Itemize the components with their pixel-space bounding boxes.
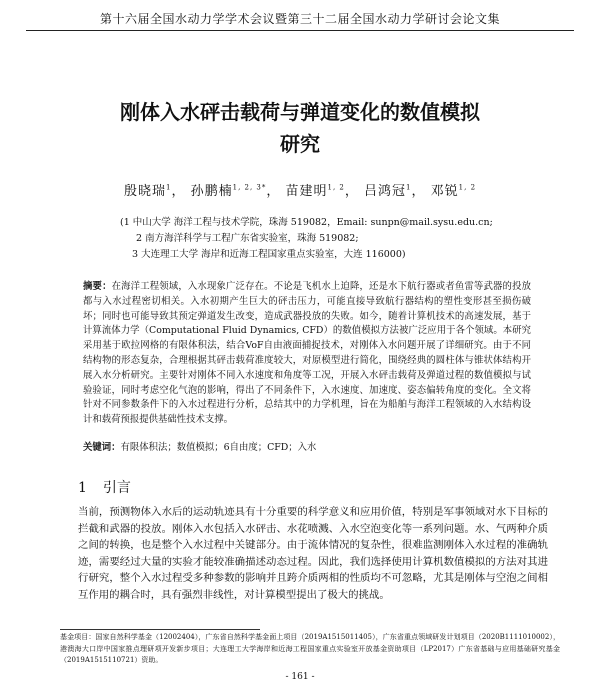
- author: 殷晓瑞$^1$: [123, 183, 172, 199]
- page-number: - 161 -: [285, 672, 315, 682]
- header-text: 第十六届全国水动力学学术会议暨第三十二届全国水动力学研讨会论文集: [99, 12, 500, 26]
- affiliation-line: 3 大连理工大学 海岸和近海工程国家重点实验室，大连 116000): [132, 249, 406, 260]
- affiliations: [120, 215, 530, 263]
- author: 邓锐$^{1, 2}$: [430, 183, 477, 199]
- section-title: 引言: [102, 480, 131, 496]
- author: 苗建明$^{1, 2}$: [285, 183, 345, 199]
- author-list: 殷晓瑞$^1$， 孙鹏楠$^{1, 2, 3*}$， 苗建明$^{1, 2}$， 吕鸿冠$^1$， 邓锐$^{1, 2}$: [123, 183, 477, 199]
- keywords: [83, 441, 531, 456]
- title-line-2: 研究: [280, 132, 320, 156]
- affiliation-line: (1 中山大学 海洋工程与技术学院，珠海 519082，Email: sunpn@mail.sysu.edu.cn;: [120, 217, 493, 228]
- abstract-label: 摘要：: [83, 281, 112, 292]
- keywords-text: 有限体积法；数值模拟；6自由度；CFD；入水: [120, 442, 317, 453]
- keywords-label: 关键词：: [83, 442, 121, 453]
- body-paragraph: 当前，预测物体入水后的运动轨迹具有十分重要的科学意义和应用价值，特别是军事领域对水下目标的拦截和武器的投放。刚体入水包括入水砰击、水花喷溅、入水空泡变化等一系列问题。水、气两种介质之间的转换，也是整个入水过程中关键部分。由于流体情况的复杂性，很难监测刚体入水过程的准确轨迹，需要经过大量的实验才能较准确描述动态过程。因此，我们选择使用计算机数值模拟的方法对其进行研究，整个入水过程受多种参数的影响并且跨介质两相的性质均不可忽略，尤其是刚体与空泡之间相互作用的耦合时，具有强烈非线性，对计算模型提出了极大的挑战。: [78, 506, 548, 601]
- funding-footnote: 基金项目：国家自然科学基金（12002404），广东省自然科学基金面上项目（2019A1515011405），广东省重点领域研发计划项目（2020B1111010002），港澳海大口岸中国家推点理研项开发新步项目；大连理工大学海岸和近海工程国家重点实验室开放基金资助项目（LP2017）广东省基础与应用基础研究基金（2019A1515110721）资助。: [60, 633, 560, 664]
- author: 吕鸿冠$^1$: [364, 183, 412, 199]
- paper-title: [40, 96, 560, 160]
- title-line-1: 刚体入水砰击载荷与弹道变化的数值模拟: [120, 100, 480, 124]
- abstract: [83, 280, 531, 428]
- footnote-divider: [60, 629, 260, 630]
- author: 孙鹏楠$^{1, 2, 3*}$: [190, 183, 267, 199]
- section-number: 1: [78, 480, 87, 496]
- running-header: [26, 8, 574, 31]
- abstract-text: 在海洋工程领域，入水现象广泛存在。不论是飞机水上迫降，还是水下航行器或者鱼雷等武器的投放都与入水过程密切相关。入水初期产生巨大的砰击压力，可能直接导致航行器结构的塑性变形甚至损伤破坏；同时也可能导致其预定弹道发生改变，造成武器投放的失败。如今，随着计算机技术的高速发展，基于计算流体力学（Computational Fluid Dynamics, CFD）的数值模拟方法被广泛应用于各个领域。本研究采用基于欧拉网格的有限体积法，结合VoF自由液面捕捉技术，对刚体入水问题开展了详细研究。由于不同结构物的形态复杂，合理根据其砰击载荷准度较大，对原模型进行简化，围绕经典的圆柱体与锥状体结构开展入水分析研究。主要针对刚体不同入水速度和角度等工况，开展入水砰击载荷及弹道过程的数值模拟与试验验证，同时考虑空化气泡的影响，得出了不同条件下，入水速度、加速度、姿态偏转角度的变化。全文将针对不同参数条件下的入水过程进行分析，总结其中的力学机理，旨在为船舶与海洋工程领域的入水结构设计和载荷预报提供基础性技术支撑。: [83, 281, 531, 426]
- section-heading: [78, 477, 147, 497]
- affiliation-line: 2 南方海洋科学与工程广东省实验室，珠海 519082;: [136, 233, 359, 244]
